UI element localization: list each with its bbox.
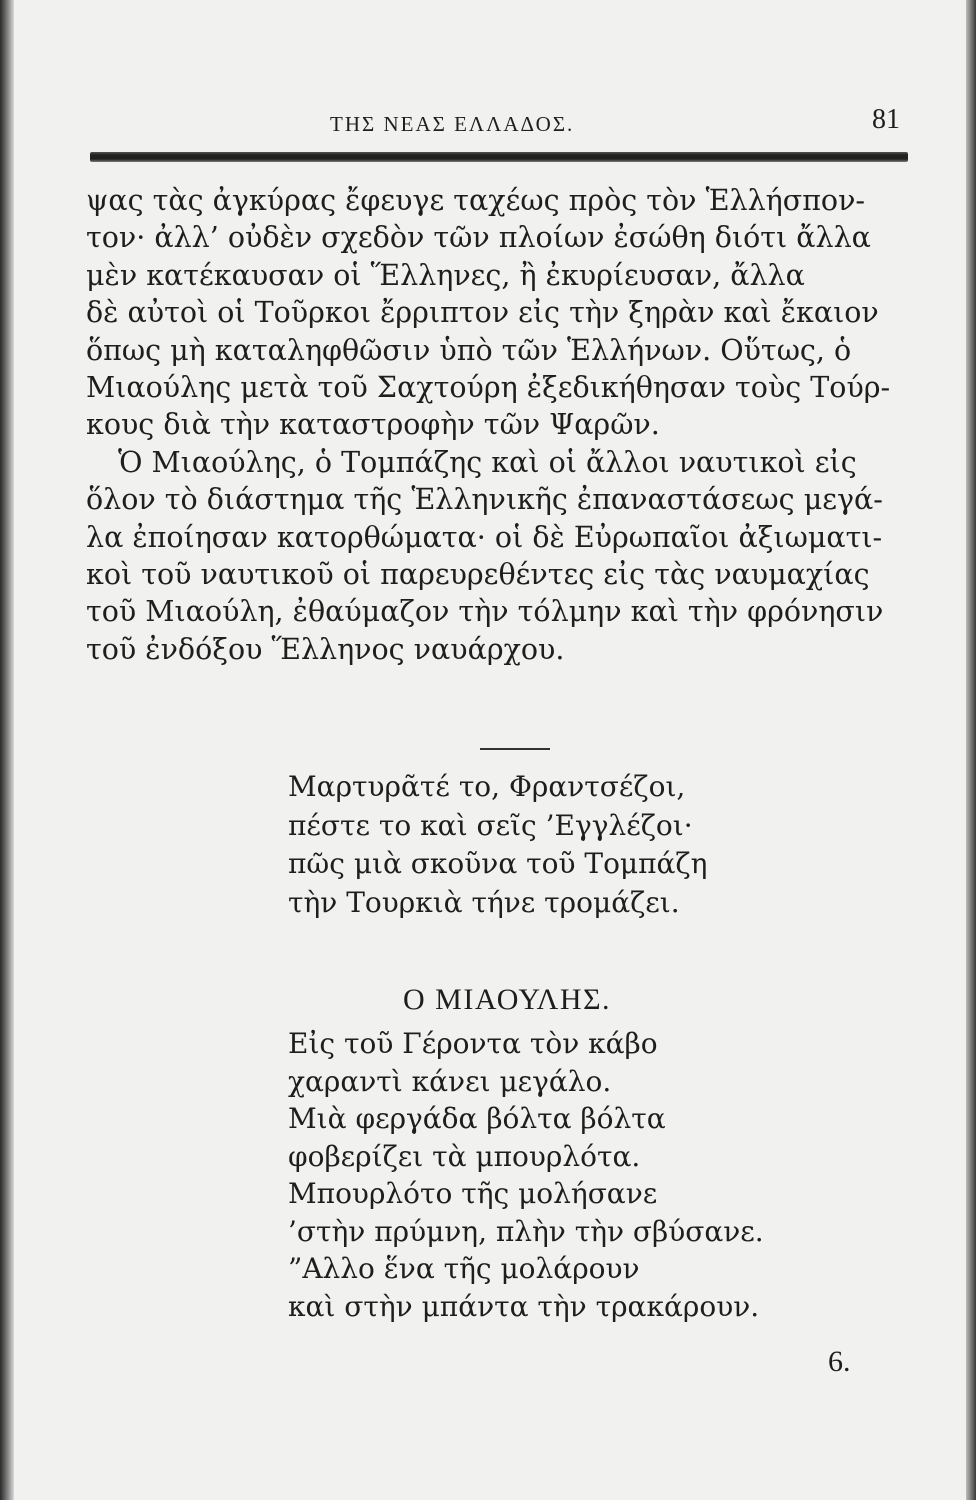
verse-line: Εἰς τοῦ Γέροντα τὸν κάβο (288, 1027, 658, 1060)
verse-line: τὴν Τουρκιὰ τήνε τρομάζει. (288, 885, 680, 919)
page-edge-left (0, 0, 14, 1500)
signature-mark: 6. (828, 1345, 851, 1378)
prose-line: τοῦ ἐνδόξου Ἕλληνος ναυάρχου. (86, 632, 565, 666)
verse-line: φοβερίζει τὰ μπουρλότα. (288, 1139, 641, 1173)
verse-line: Μιὰ φεργάδα βόλτα βόλτα (288, 1102, 666, 1135)
verse-line: πῶς μιὰ σκοῦνα τοῦ Τομπάζη (288, 847, 708, 880)
prose-paragraphs (86, 182, 926, 668)
prose-line: κοὶ τοῦ ναυτικοῦ οἱ παρευρεθέντες εἰς τὰς ναυμαχίας (86, 558, 870, 592)
section-divider (480, 748, 550, 750)
running-title: ΤΗΣ ΝΕΑΣ ΕΛΛΑΔΟΣ. (330, 112, 575, 136)
verse-stanza (288, 768, 707, 922)
verse-line: καὶ στὴν μπάντα τὴν τρακάρουν. (288, 1289, 760, 1323)
verse-line: χαραντὶ κάνει μεγάλο. (288, 1064, 612, 1098)
section-heading: Ο ΜΙΑΟΥΛΗΣ. (403, 983, 612, 1016)
page-number: 81 (872, 104, 900, 135)
prose-line: λα ἐποίησαν κατορθώματα· οἱ δὲ Εὐρωπαῖοι ἀξιωματι- (86, 520, 883, 554)
prose-line: Ὁ Μιαούλης, ὁ Τομπάζης καὶ οἱ ἄλλοι ναυτικοὶ εἰς (118, 445, 857, 479)
verse-line: πέστε το καὶ σεῖς ’Εγγλέζοι· (288, 808, 693, 842)
prose-line: δὲ αὐτοὶ οἱ Τοῦρκοι ἔρριπτον εἰς τὴν ξηρὰν καὶ ἔκαιον (86, 296, 879, 330)
poem (288, 1025, 764, 1325)
prose-line: μὲν κατέκαυσαν οἱ Ἕλληνες, ἢ ἐκυρίευσαν, ἄλλα (86, 258, 805, 292)
prose-line: τοῦ Μιαούλη, ἐθαύμαζον τὴν τόλμην καὶ τὴν φρόνησιν (86, 595, 884, 629)
verse-line: ”Αλλο ἕνα τῆς μολάρουν (288, 1252, 640, 1285)
verse-line: ’στὴν πρύμνη, πλὴν τὴν σβύσανε. (288, 1214, 764, 1248)
verse-line: Μαρτυρᾶτέ το, Φραντσέζοι, (288, 770, 686, 803)
verse-line: Μπουρλότο τῆς μολήσανε (288, 1177, 658, 1210)
prose-line: ὅλον τὸ διάστημα τῆς Ἑλληνικῆς ἐπαναστάσεως μεγά- (86, 483, 883, 517)
prose-line: Μιαούλης μετὰ τοῦ Σαχτούρη ἐξεδικήθησαν τοὺς Τούρ- (86, 371, 891, 405)
prose-line: τον· ἀλλ’ οὐδὲν σχεδὸν τῶν πλοίων ἐσώθη διότι ἄλλα (86, 221, 871, 255)
prose-line: ὅπως μὴ καταληφθῶσιν ὑπὸ τῶν Ἑλλήνων. Οὕτως, ὁ (86, 333, 852, 367)
page-edge-right (966, 0, 976, 1500)
header-rule (90, 152, 908, 162)
prose-line: ψας τὰς ἀγκύρας ἔφευγε ταχέως πρὸς τὸν Ἑλλήσπον- (86, 184, 866, 217)
prose-line: κους διὰ τὴν καταστροφὴν τῶν Ψαρῶν. (86, 408, 660, 442)
